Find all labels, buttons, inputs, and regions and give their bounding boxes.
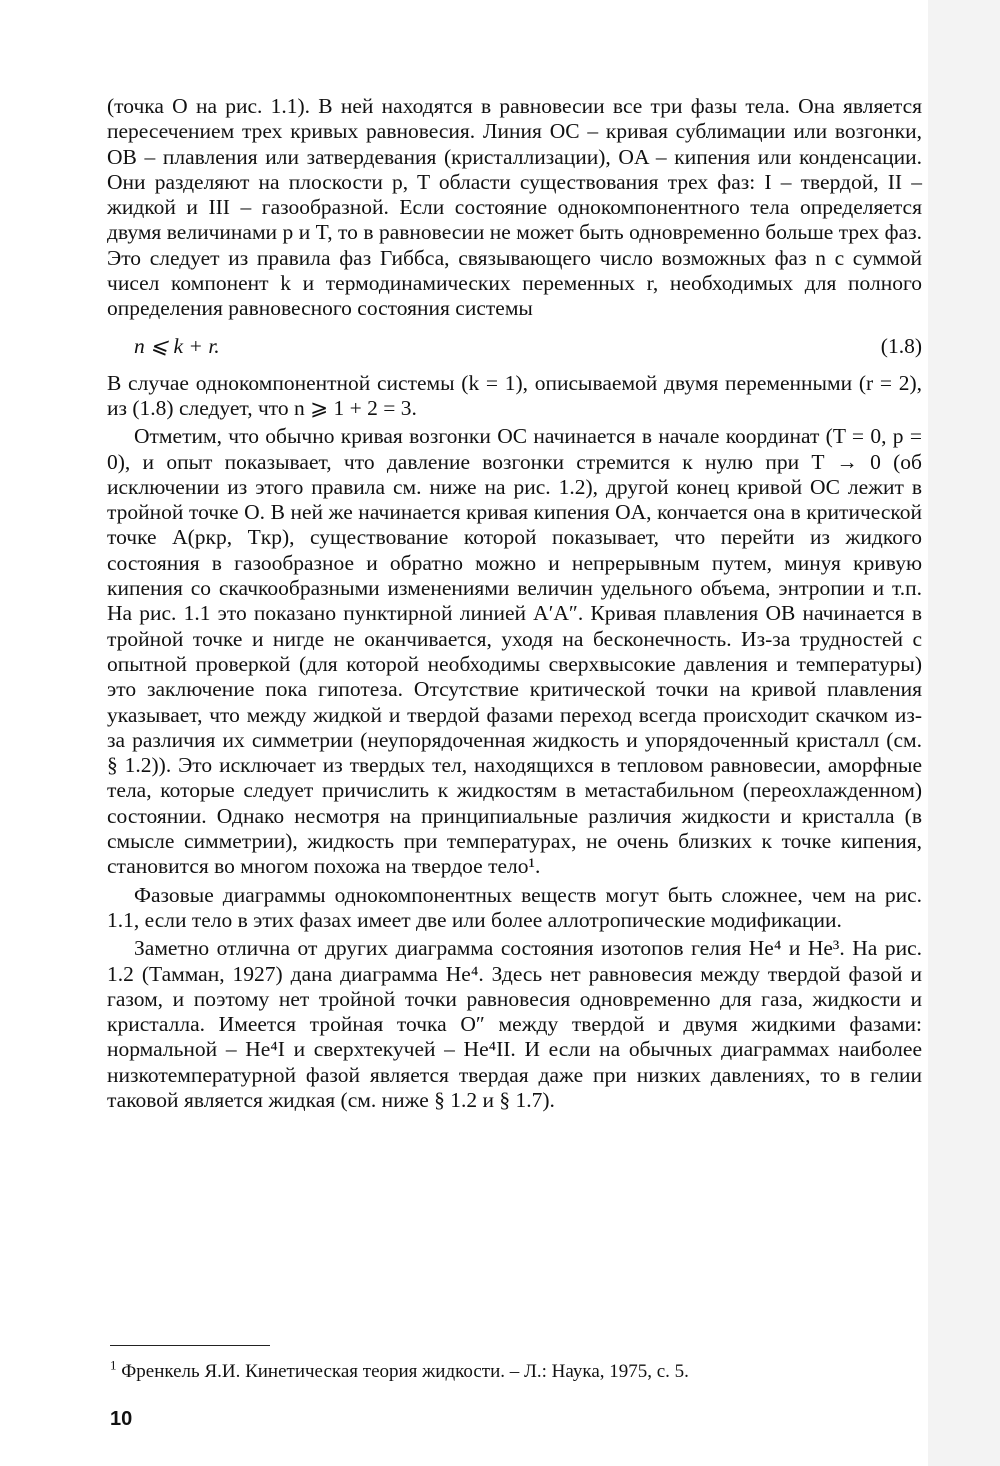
footnote-text: Френкель Я.И. Кинетическая теория жидкости. – Л.: Наука, 1975, с. 5.: [121, 1361, 689, 1382]
footnote-marker: 1: [110, 1357, 117, 1373]
paragraph: Отметим, что обычно кривая возгонки OC начинается в начале координат (T = 0, p = 0), и опыт показывает, что давление возгонки стремится к нулю при T → 0 (об исключении из этого правила см. ниже на рис. 1.2), другой конец кривой OC лежит в тройной точке O. В ней же начинается кривая кипения OA, кончается она в критической точке A(pкр, Tкр), существование которой показывает, что перейти из жидкого состояния в газообразное и обратно можно и непрерывным путем, минуя кривую кипения со скачкообразными изменениями величин удельного объема, энтропии и т.п. На рис. 1.1 это показано пунктирной линией A′A″. Кривая плавления OB начинается в тройной точке и нигде не оканчивается, уходя на бесконечность. Из-за трудностей с опытной проверкой (для которой необходимы сверхвысокие давления и температуры) это заключение пока гипотеза. Отсутствие критической точки на кривой плавления указывает, что между жидкой и твердой фазами переход всегда происходит скачком из-за различия их симметрии (неупорядоченная жидкость и упорядоченный кристалл (см. § 1.2)). Это исключает из твердых тел, находящихся в тепловом равновесии, аморфные тела, которые следует причислить к жидкостям в метастабильном (переохлажденном) состоянии. Однако несмотря на принципиальные различия жидкости и кристалла (в смысле симметрии), жидкость при температурах, не очень близких к точке кипения, становится во многом похожа на твердое тело¹.: [107, 424, 922, 879]
equation-expression: n ⩽ k + r.: [134, 333, 220, 358]
footnote: [110, 1357, 890, 1384]
equation-1-8: [107, 334, 922, 359]
paragraph: В случае однокомпонентной системы (k = 1), описываемой двумя переменными (r = 2), из (1.8) следует, что n ⩾ 1 + 2 = 3.: [107, 370, 922, 420]
paragraph: Фазовые диаграммы однокомпонентных веществ могут быть сложнее, чем на рис. 1.1, если тело в этих фазах имеет две или более аллотропические модификации.: [107, 882, 922, 932]
page-body: [107, 94, 922, 1113]
equation-number: (1.8): [880, 333, 922, 358]
page-edge-shadow: [928, 0, 1000, 1466]
footnote-rule: [110, 1345, 270, 1346]
paragraph: Заметно отлична от других диаграмма состояния изотопов гелия He⁴ и He³. На рис. 1.2 (Тамман, 1927) дана диаграмма He⁴. Здесь нет равновесия между твердой фазой и газом, и поэтому нет тройной точки равновесия одновременно для газа, жидкости и кристалла. Имеется тройная точка O″ между твердой и двумя жидкими фазами: нормальной – He⁴I и сверхтекучей – He⁴II. И если на обычных диаграммах наиболее низкотемпературной фазой является твердая даже при низких давлениях, то в гелии таковой является жидкая (см. ниже § 1.2 и § 1.7).: [107, 936, 922, 1112]
paragraph: (точка O на рис. 1.1). В ней находятся в равновесии все три фазы тела. Она является пересечением трех кривых равновесия. Линия OC – кривая сублимации или возгонки, OB – плавления или затвердевания (кристаллизации), OA – кипения или конденсации. Они разделяют на плоскости p, T области существования трех фаз: I – твердой, II – жидкой и III – газообразной. Если состояние однокомпонентного тела определяется двумя величинами p и T, то в равновесии не может быть одновременно больше трех фаз. Это следует из правила фаз Гиббса, связывающего число возможных фаз n с суммой чисел компонент k и термодинамических переменных r, необходимых для полного определения равновесного состояния системы: [107, 94, 922, 321]
page-number: 10: [110, 1408, 133, 1430]
